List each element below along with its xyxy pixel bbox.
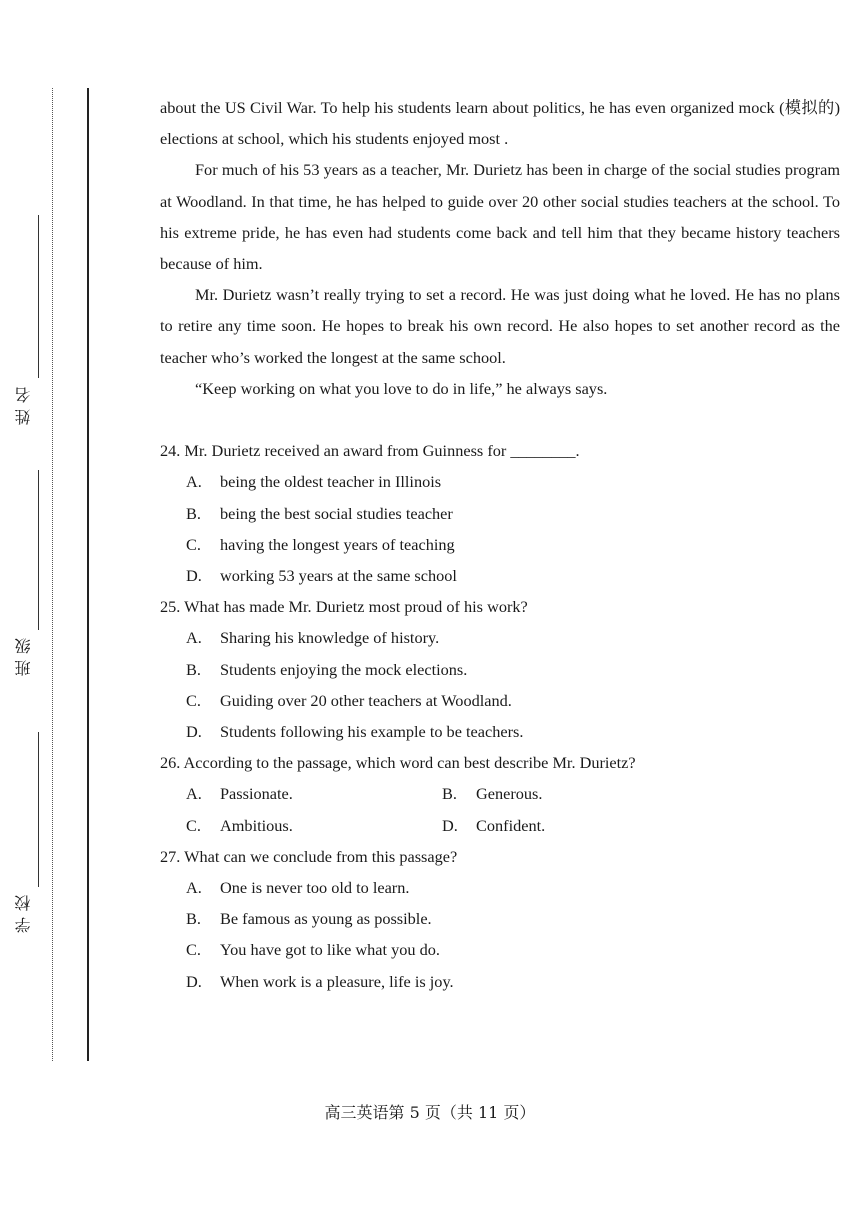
option-text: working 53 years at the same school [220, 566, 457, 586]
question-24-option-b[interactable] [160, 498, 840, 529]
option-letter: A. [186, 472, 202, 492]
option-letter: D. [442, 815, 458, 835]
option-text: Generous. [476, 784, 543, 804]
option-text: Students following his example to be teachers. [220, 722, 524, 742]
option-text: Ambitious. [220, 815, 293, 835]
option-letter: B. [186, 659, 201, 679]
option-letter: B. [442, 784, 457, 804]
question-26-stem: 26. According to the passage, which word can best describe Mr. Durietz? [160, 753, 636, 773]
question-26-options-row-2 [160, 810, 840, 841]
page-footer: 高三英语第 5 页（共 11 页） [324, 1103, 536, 1122]
passage-paragraph-3: Mr. Durietz wasn’t really trying to set a record. He was just doing what he loved. He has no plans to retire any time soon. He hopes to break his own record. He also hopes to set another record as the teacher who’s worked the longest at the same school. [160, 285, 840, 367]
question-24-option-a[interactable] [160, 466, 840, 497]
school-blank-line [38, 732, 39, 887]
name-blank-line [38, 215, 39, 378]
question-27-option-d[interactable] [160, 966, 840, 997]
passage-paragraph-2: For much of his 53 years as a teacher, Mr. Durietz has been in charge of the social studies program at Woodland. In that time, he has helped to guide over 20 other social studies teachers at the school. To his extreme pride, he has even had students come back and tell him that they became history teachers because of him. [160, 160, 840, 274]
option-text: being the best social studies teacher [220, 503, 453, 523]
question-24-stem: 24. Mr. Durietz received an award from Guinness for ________. [160, 441, 580, 461]
option-text: When work is a pleasure, life is joy. [220, 971, 454, 991]
option-letter: A. [186, 784, 202, 804]
option-text: having the longest years of teaching [220, 534, 455, 554]
option-letter: B. [186, 503, 201, 523]
option-text: being the oldest teacher in Illinois [220, 472, 442, 492]
option-letter: D. [186, 722, 202, 742]
question-25-option-d[interactable] [160, 716, 840, 747]
option-text: You have got to like what you do. [220, 940, 440, 960]
option-letter: B. [186, 909, 201, 929]
question-24-option-d[interactable] [160, 560, 840, 591]
question-25-option-a[interactable] [160, 622, 840, 653]
option-letter: C. [186, 940, 201, 960]
question-26-option-c[interactable] [186, 810, 442, 841]
question-27-option-c[interactable] [160, 934, 840, 965]
option-text: Guiding over 20 other teachers at Woodland. [220, 690, 512, 710]
question-26-option-a[interactable] [186, 778, 442, 809]
option-text: One is never too old to learn. [220, 878, 410, 898]
question-26-options-row-1 [160, 778, 840, 809]
option-letter: C. [186, 815, 201, 835]
option-text: Sharing his knowledge of history. [220, 628, 440, 648]
option-letter: A. [186, 878, 202, 898]
class-label: 班级 [14, 632, 33, 676]
class-blank-line [38, 470, 39, 630]
binding-solid-line [87, 88, 89, 1061]
spacer [160, 404, 840, 435]
question-27-option-a[interactable] [160, 872, 840, 903]
question-26-option-d[interactable] [442, 810, 698, 841]
option-letter: D. [186, 566, 202, 586]
option-letter: A. [186, 628, 202, 648]
option-text: Be famous as young as possible. [220, 909, 432, 929]
question-25-option-b[interactable] [160, 654, 840, 685]
question-25-stem: 25. What has made Mr. Durietz most proud of his work? [160, 597, 528, 617]
binding-dotted-line [52, 88, 53, 1061]
question-27-stem: 27. What can we conclude from this passage? [160, 846, 458, 866]
name-label: 姓名 [14, 381, 33, 425]
option-letter: C. [186, 690, 201, 710]
passage-paragraph-1: about the US Civil War. To help his students learn about politics, he has even organized mock (模拟的) elections at school, which his students enjoyed most . [160, 98, 840, 149]
school-label: 学校 [14, 889, 33, 933]
question-26-option-b[interactable] [442, 778, 698, 809]
option-letter: C. [186, 534, 201, 554]
question-25-option-c[interactable] [160, 685, 840, 716]
question-27-option-b[interactable] [160, 903, 840, 934]
exam-content [160, 92, 840, 997]
option-text: Confident. [476, 815, 546, 835]
option-text: Passionate. [220, 784, 293, 804]
passage-paragraph-4: “Keep working on what you love to do in life,” he always says. [195, 378, 608, 398]
option-text: Students enjoying the mock elections. [220, 659, 468, 679]
option-letter: D. [186, 971, 202, 991]
question-24-option-c[interactable] [160, 529, 840, 560]
